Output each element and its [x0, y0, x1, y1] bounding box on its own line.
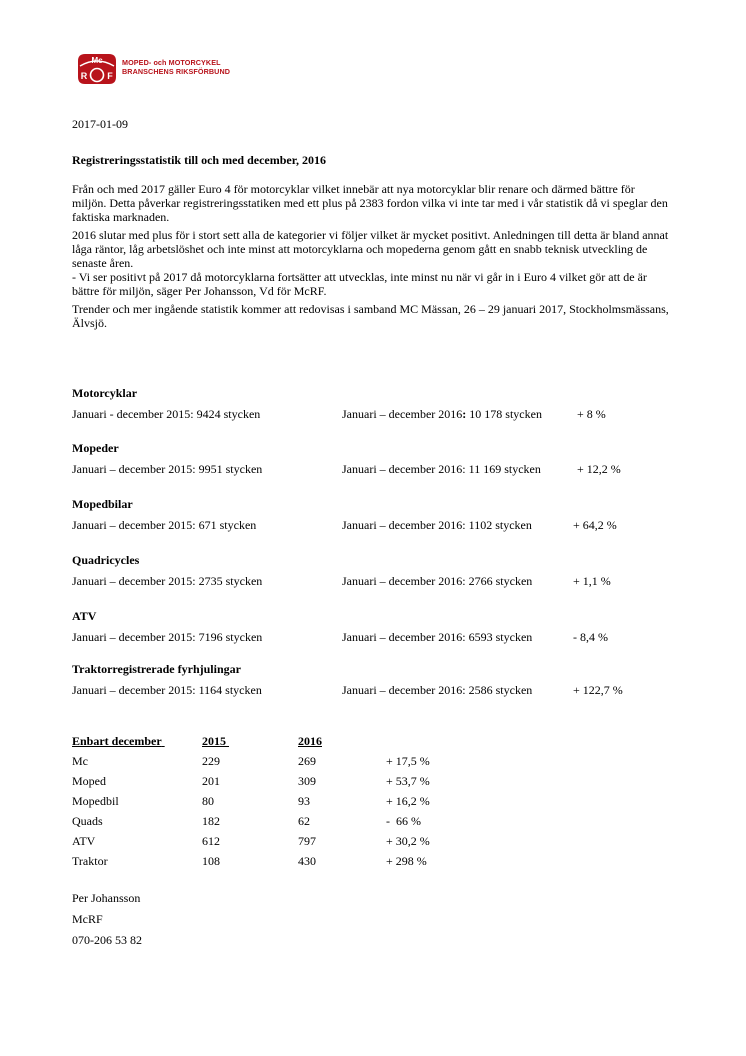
value-2016: 309 — [298, 774, 316, 788]
header-underline — [226, 734, 286, 748]
category-2016-sep: : — [462, 683, 466, 697]
category-title: Mopedbilar — [72, 497, 133, 511]
category-change: + 12,2 % — [577, 462, 621, 476]
category-2016-sep: : — [462, 462, 466, 476]
category-2016-value: 10 178 stycken — [466, 407, 542, 421]
category-2015: Januari – december 2015: 1164 stycken — [72, 683, 262, 697]
signature-name: Per Johansson — [72, 891, 141, 905]
value-2015: 229 — [202, 754, 220, 768]
category-change: - 8,4 % — [573, 630, 608, 644]
category-2016 — [342, 462, 541, 476]
category-2015: Januari – december 2015: 9951 stycken — [72, 462, 263, 476]
body-text — [72, 182, 670, 330]
value-change: + 298 % — [386, 854, 427, 868]
logo-badge-left: R — [80, 71, 88, 81]
category-2016-label: Januari – december 2016 — [342, 407, 463, 421]
value-2015: 612 — [202, 834, 220, 848]
table-header-row — [72, 734, 486, 754]
paragraph-euro4: Från och med 2017 gäller Euro 4 för motorcyklar vilket innebär att nya motorcyklar blir renare och därmed bättre för miljön. Detta påverkar registreringsstatiken med ett plus på 2383 fordon vilka vi inte tar med i vår statistik då vi speglar den faktiska marknaden. — [72, 182, 668, 224]
category-title: ATV — [72, 609, 97, 623]
value-2016: 62 — [298, 814, 310, 828]
category-change: + 64,2 % — [573, 518, 617, 532]
category-title: Quadricycles — [72, 553, 140, 567]
mcrf-emblem-icon — [72, 51, 122, 87]
table-row — [72, 854, 486, 874]
header-label: Enbart december — [72, 734, 162, 748]
document-date: 2017-01-09 — [72, 117, 128, 131]
category-change: + 122,7 % — [573, 683, 623, 697]
category-2016-label: Januari – december 2016 — [342, 630, 463, 644]
value-change: - 66 % — [386, 814, 421, 828]
category-2016-label: Januari – december 2016 — [342, 518, 463, 532]
category-title: Motorcyklar — [72, 386, 138, 400]
category-2016-value: 2586 stycken — [465, 683, 533, 697]
table-header — [72, 734, 202, 754]
table-header — [202, 734, 298, 754]
logo-text — [122, 58, 230, 76]
table-row — [72, 754, 486, 774]
category-2016 — [342, 683, 532, 697]
logo-badge-top: Mc — [91, 56, 103, 65]
value-2015: 80 — [202, 794, 214, 808]
december-table — [72, 734, 486, 874]
category-2016-label: Januari – december 2016 — [342, 462, 463, 476]
table-row — [72, 774, 486, 794]
category-2015: Januari – december 2015: 7196 stycken — [72, 630, 263, 644]
value-2015: 182 — [202, 814, 220, 828]
logo-line-1: MOPED- och MOTORCYKEL — [122, 58, 221, 67]
table-row — [72, 814, 486, 834]
category-2015: Januari - december 2015: 9424 stycken — [72, 407, 261, 421]
category-2016-label: Januari – december 2016 — [342, 683, 463, 697]
row-label: Mc — [72, 754, 88, 768]
row-label: Mopedbil — [72, 794, 119, 808]
header-label: 2015 — [202, 734, 226, 748]
signature-org: McRF — [72, 912, 103, 926]
header-underline — [162, 734, 188, 748]
value-2016: 430 — [298, 854, 316, 868]
row-label: Quads — [72, 814, 103, 828]
value-2015: 201 — [202, 774, 220, 788]
category-2016-value: 2766 stycken — [465, 574, 533, 588]
category-title: Traktorregistrerade fyrhjulingar — [72, 662, 241, 676]
value-change: + 30,2 % — [386, 834, 430, 848]
category-2015: Januari – december 2015: 671 stycken — [72, 518, 257, 532]
document-title: Registreringsstatistik till och med december, 2016 — [72, 153, 326, 167]
category-2016-sep: : — [462, 518, 466, 532]
table-header — [386, 734, 486, 754]
signature-block — [72, 888, 142, 951]
category-2016 — [342, 630, 532, 644]
logo-badge-right: F — [107, 71, 113, 81]
row-label: Moped — [72, 774, 106, 788]
category-2015: Januari – december 2015: 2735 stycken — [72, 574, 263, 588]
header-label: 2016 — [298, 734, 322, 748]
table-row — [72, 834, 486, 854]
table-header — [298, 734, 386, 754]
category-2016 — [342, 518, 532, 532]
table-row — [72, 794, 486, 814]
category-change: + 8 % — [577, 407, 606, 421]
category-2016 — [342, 407, 542, 421]
row-label: ATV — [72, 834, 96, 848]
logo-line-2: BRANSCHENS RIKSFÖRBUND — [122, 67, 231, 76]
paragraph-quote: - Vi ser positivt på 2017 då motorcyklarna fortsätter att utvecklas, inte minst nu när vi går in i Euro 4 vilket gör att de är bättre för miljön, säger Per Johansson, Vd för McRF. — [72, 270, 647, 298]
category-2016-value: 11 169 stycken — [465, 462, 541, 476]
category-2016-value: 1102 stycken — [465, 518, 532, 532]
value-change: + 53,7 % — [386, 774, 430, 788]
category-2016-label: Januari – december 2016 — [342, 574, 463, 588]
category-2016-sep: : — [462, 630, 466, 644]
value-2015: 108 — [202, 854, 220, 868]
category-title: Mopeder — [72, 441, 119, 455]
value-2016: 797 — [298, 834, 316, 848]
category-2016-sep: : — [462, 407, 467, 421]
value-change: + 17,5 % — [386, 754, 430, 768]
category-change: + 1,1 % — [573, 574, 611, 588]
signature-phone: 070-206 53 82 — [72, 933, 142, 947]
value-2016: 269 — [298, 754, 316, 768]
value-change: + 16,2 % — [386, 794, 430, 808]
paragraph-trends: Trender och mer ingående statistik kommer att redovisas i samband MC Mässan, 26 – 29 januari 2017, Stockholmsmässans, Älvsjö. — [72, 302, 669, 330]
category-2016 — [342, 574, 532, 588]
category-2016-value: 6593 stycken — [465, 630, 533, 644]
row-label: Traktor — [72, 854, 108, 868]
paragraph-2016-summary: 2016 slutar med plus för i stort sett alla de kategorier vi följer vilket är mycket positivt. Anledningen till detta är bland annat låga räntor, låg arbetslöshet och inte minst att motorcyklarna och mopederna genom gått en snabb teknisk utveckling de senaste åren. — [72, 228, 669, 270]
value-2016: 93 — [298, 794, 310, 808]
category-2016-sep: : — [462, 574, 466, 588]
